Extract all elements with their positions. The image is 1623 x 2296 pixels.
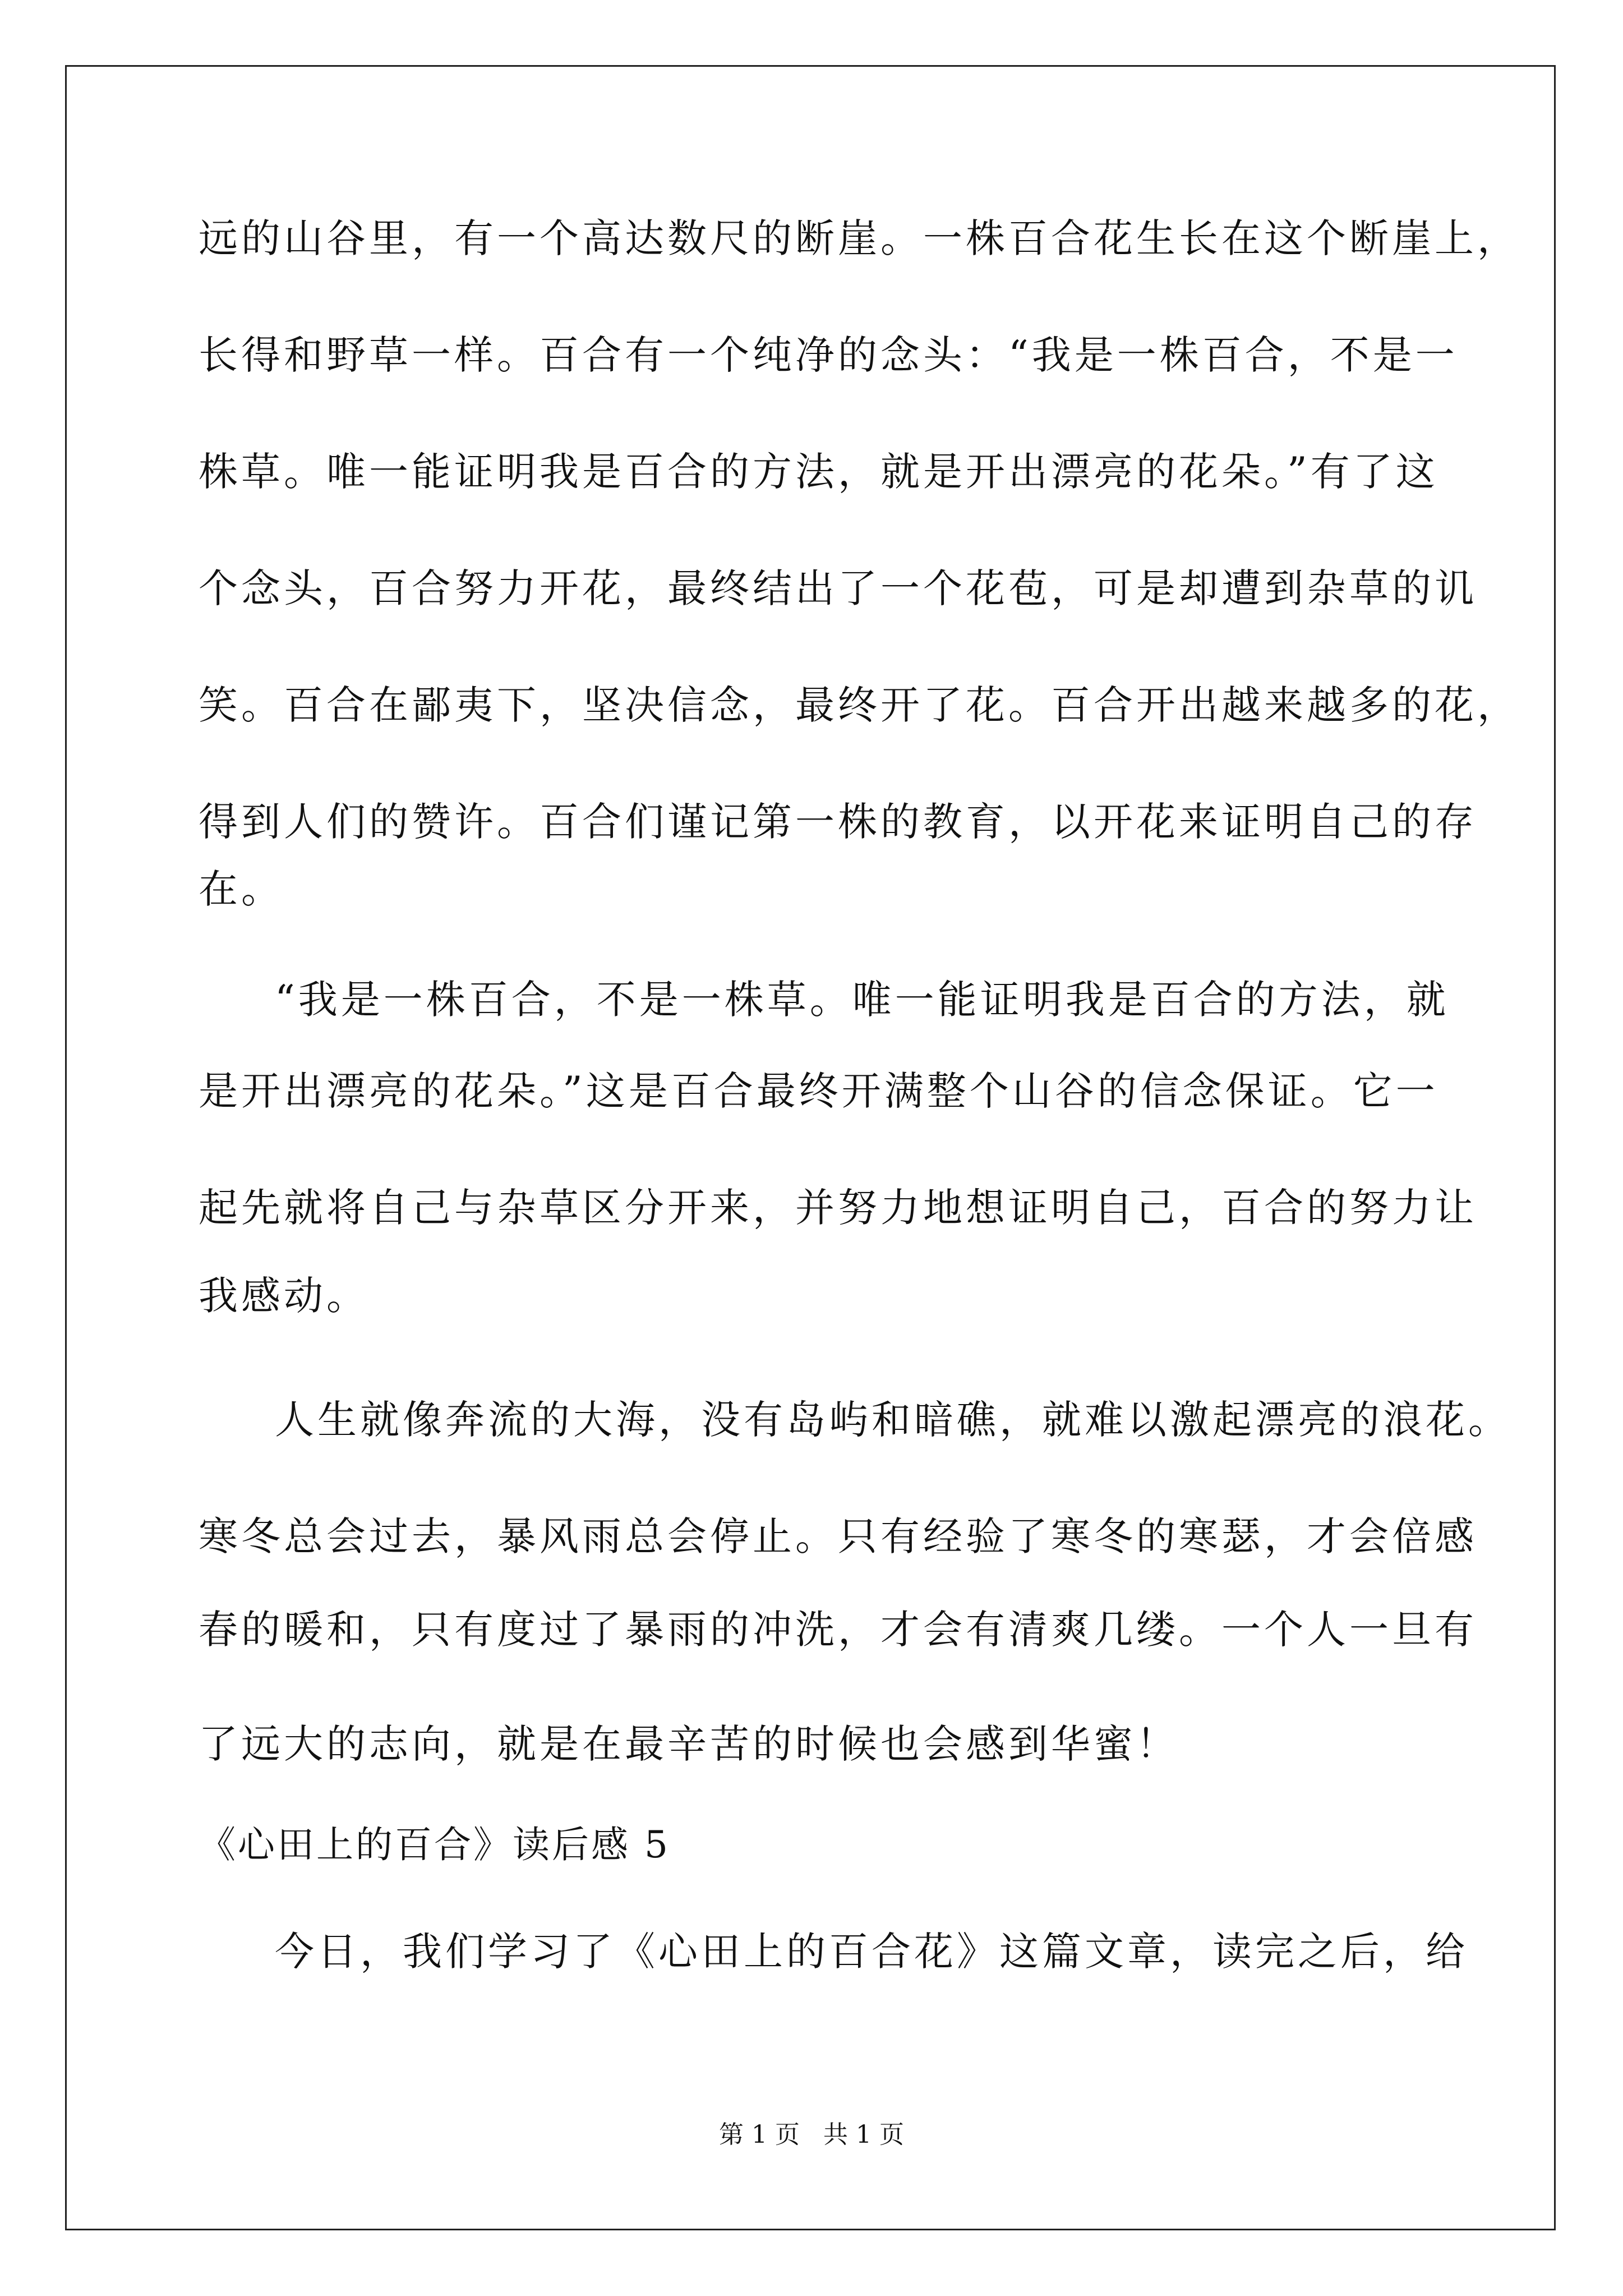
text-line: 长得和野草一样。百合有一个纯净的念头：“我是一株百合，不是一: [199, 332, 1458, 378]
page-footer: [0, 2118, 1623, 2152]
text-line: 个念头，百合努力开花，最终结出了一个花苞，可是却遭到杂草的讥: [199, 565, 1477, 611]
text-line: 人生就像奔流的大海，没有岛屿和暗礁，就难以激起漂亮的浪花。: [275, 1397, 1511, 1443]
page-total: 共 1 页: [823, 2120, 904, 2149]
section-heading: 《心田上的百合》读后感 5: [199, 1823, 670, 1866]
text-line: “我是一株百合，不是一株草。唯一能证明我是百合的方法，就: [275, 977, 1449, 1023]
text-line: 在。: [199, 866, 284, 912]
text-line: 株草。唯一能证明我是百合的方法，就是开出漂亮的花朵。”有了这: [199, 449, 1438, 495]
page-number: 第 1 页: [719, 2120, 800, 2149]
text-line: 今日，我们学习了《心田上的百合花》这篇文章，读完之后，给: [275, 1929, 1468, 1975]
text-line: 起先就将自己与杂草区分开来，并努力地想证明自己，百合的努力让: [199, 1185, 1477, 1231]
text-line: 了远大的志向，就是在最辛苦的时候也会感到华蜜！: [199, 1721, 1179, 1767]
text-line: 我感动。: [199, 1273, 369, 1319]
text-line: 笑。百合在鄙夷下，坚决信念，最终开了花。百合开出越来越多的花，: [199, 682, 1520, 728]
text-line: 是开出漂亮的花朵。”这是百合最终开满整个山谷的信念保证。它一: [199, 1068, 1438, 1114]
page-border: [65, 65, 1556, 2230]
text-line: 春的暖和，只有度过了暴雨的冲洗，才会有清爽几缕。一个人一旦有: [199, 1607, 1477, 1653]
text-line: 远的山谷里，有一个高达数尺的断崖。一株百合花生长在这个断崖上，: [199, 215, 1520, 261]
text-line: 得到人们的赞许。百合们谨记第一株的教育，以开花来证明自己的存: [199, 799, 1477, 845]
text-line: 寒冬总会过去，暴风雨总会停止。只有经验了寒冬的寒瑟，才会倍感: [199, 1513, 1477, 1559]
